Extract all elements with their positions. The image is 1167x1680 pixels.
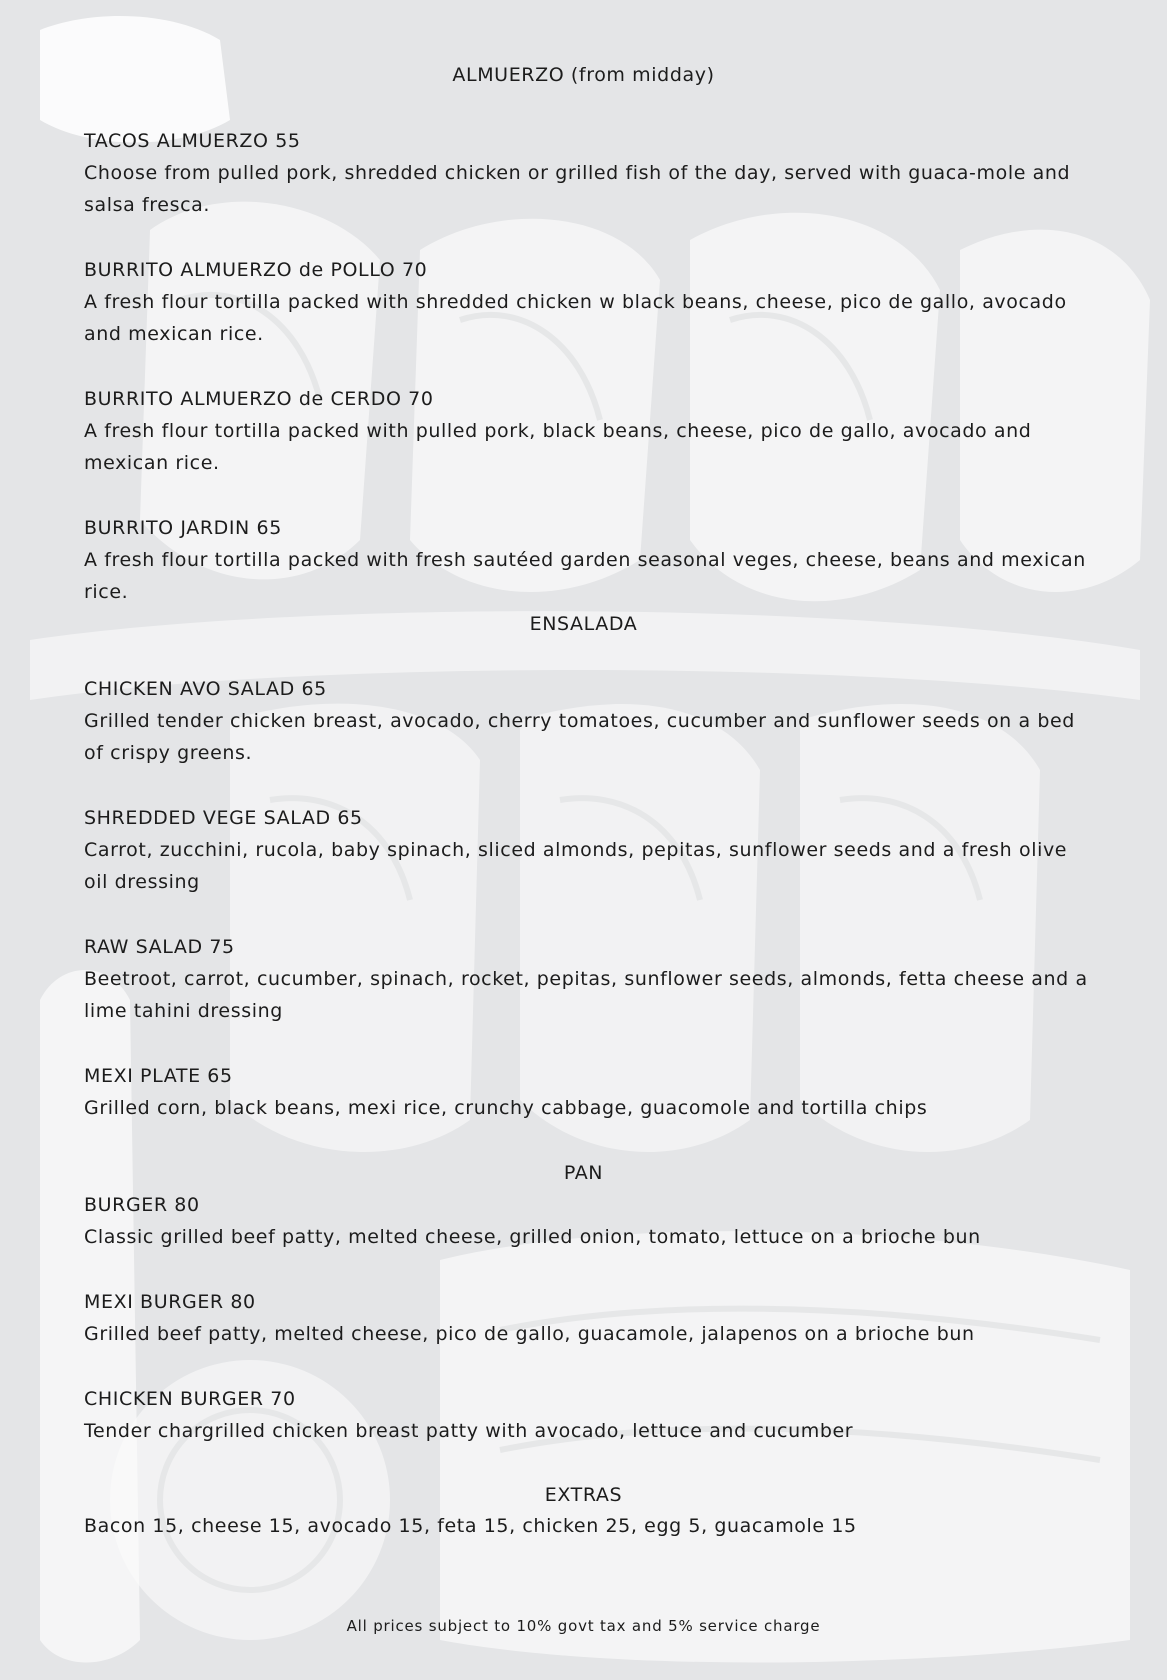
item-name: BURGER 80	[84, 1194, 200, 1216]
item-description: Tender chargrilled chicken breast patty with avocado, lettuce and cucumber	[84, 1420, 854, 1442]
item-name: CHICKEN BURGER 70	[84, 1388, 296, 1410]
item-description: A fresh flour tortilla packed with fresh sautéed garden seasonal veges, cheese, beans and mexican rice.	[84, 549, 1086, 603]
section-title-ensalada: ENSALADA	[529, 613, 638, 635]
item-description: Choose from pulled pork, shredded chicken or grilled fish of the day, served with guaca-mole and salsa fresca.	[84, 162, 1071, 216]
section-title-extras: EXTRAS	[544, 1484, 623, 1506]
item-name: MEXI BURGER 80	[84, 1291, 256, 1313]
item-description: Beetroot, carrot, cucumber, spinach, rocket, pepitas, sunflower seeds, almonds, fetta cheese and a lime tahini dressing	[84, 968, 1088, 1022]
menu-item-raw-salad	[84, 935, 1094, 1027]
menu-item-mexi-plate	[84, 1064, 1094, 1124]
menu-item-mexi-burger	[84, 1290, 1094, 1350]
menu-item-burrito-cerdo	[84, 387, 1094, 479]
footer-note: All prices subject to 10% govt tax and 5% service charge	[346, 1617, 821, 1635]
item-name: MEXI PLATE 65	[84, 1065, 233, 1087]
extras-list	[84, 1514, 1094, 1538]
item-description: Carrot, zucchini, rucola, baby spinach, sliced almonds, pepitas, sunflower seeds and a fresh olive oil dressing	[84, 839, 1068, 893]
item-description: A fresh flour tortilla packed with shredded chicken w black beans, cheese, pico de gallo, avocado and mexican rice.	[84, 291, 1067, 345]
extras-text: Bacon 15, cheese 15, avocado 15, feta 15, chicken 25, egg 5, guacamole 15	[84, 1515, 857, 1537]
item-name: BURRITO ALMUERZO de CERDO 70	[84, 388, 434, 410]
item-name: TACOS ALMUERZO 55	[84, 130, 301, 152]
item-name: RAW SALAD 75	[84, 936, 235, 958]
menu-item-chicken-avo-salad	[84, 677, 1094, 769]
section-title-pan: PAN	[563, 1162, 604, 1184]
item-name: SHREDDED VEGE SALAD 65	[84, 807, 363, 829]
menu-item-chicken-burger	[84, 1387, 1094, 1447]
menu-item-burrito-pollo	[84, 258, 1094, 350]
item-description: A fresh flour tortilla packed with pulled pork, black beans, cheese, pico de gallo, avocado and mexican rice.	[84, 420, 1032, 474]
item-name: BURRITO JARDIN 65	[84, 517, 282, 539]
section-title-almuerzo: ALMUERZO (from midday)	[452, 64, 715, 86]
menu-item-burger	[84, 1193, 1094, 1253]
item-name: BURRITO ALMUERZO de POLLO 70	[84, 259, 428, 281]
item-description: Grilled beef patty, melted cheese, pico de gallo, guacamole, jalapenos on a brioche bun	[84, 1323, 975, 1345]
item-name: CHICKEN AVO SALAD 65	[84, 678, 327, 700]
menu-item-burrito-jardin	[84, 516, 1094, 608]
item-description: Grilled tender chicken breast, avocado, cherry tomatoes, cucumber and sunflower seeds on a bed of crispy greens.	[84, 710, 1075, 764]
menu-item-shredded-vege-salad	[84, 806, 1094, 898]
item-description: Classic grilled beef patty, melted cheese, grilled onion, tomato, lettuce on a brioche bun	[84, 1226, 981, 1248]
item-description: Grilled corn, black beans, mexi rice, crunchy cabbage, guacomole and tortilla chips	[84, 1097, 928, 1119]
menu-item-tacos-almuerzo	[84, 129, 1094, 221]
